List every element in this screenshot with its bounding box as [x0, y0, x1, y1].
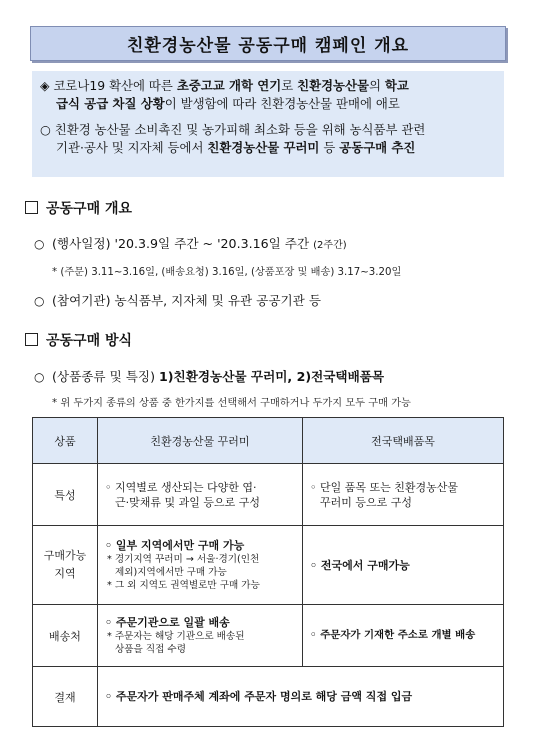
cell-subline: * 그 외 지역도 권역별로만 구매 가능	[107, 580, 260, 591]
cell-subline: * 주문자는 해당 기관으로 배송된	[107, 631, 245, 642]
table-row	[33, 605, 504, 667]
circle-bullet-icon: ○	[34, 370, 45, 384]
list-subitem	[52, 263, 401, 278]
page-title: 친환경농산물 공동구매 캠페인 개요	[30, 26, 506, 61]
table-cell-span	[98, 667, 504, 727]
row-label	[33, 526, 98, 605]
table-header-cell: 상품	[33, 418, 98, 464]
summary-text: 등	[319, 140, 340, 155]
table-cell	[303, 526, 504, 605]
summary-bold: 학교	[384, 78, 409, 93]
summary-text: ◈ 코로나19 확산에 따른	[40, 78, 177, 93]
summary-bold: 친환경농산물	[297, 78, 369, 93]
subitem-text: 위 두가지 종류의 상품 중 한가지를 선택해서 구매하거나 두가지 모두 구매 가능	[60, 398, 411, 409]
cell-line: ◦ 단일 품목 또는 친환경농산물	[310, 480, 458, 494]
section-heading-method	[25, 330, 132, 350]
cell-subline: * 경기지역 꾸러미 → 서울·경기(인천	[107, 554, 260, 565]
item-text: (상품종류 및 특징)	[52, 369, 160, 384]
cell-content: ◦ 전국에서 구매가능	[310, 558, 410, 572]
cell-line: ◦ 주문기관으로 일괄 배송	[105, 616, 230, 629]
table-cell	[303, 605, 504, 667]
table-row	[33, 526, 504, 605]
list-item	[34, 233, 347, 252]
cell-content: ◦ 주문자가 판매주체 계좌에 주문자 명의로 해당 금액 직접 입금	[105, 690, 413, 703]
comparison-table	[32, 417, 504, 727]
row-label-line: 구매가능	[43, 549, 87, 562]
row-label-line: 지역	[54, 567, 76, 580]
table-cell	[98, 526, 303, 605]
summary-bold: 초중고교 개학 연기	[176, 78, 282, 93]
table-cell	[303, 464, 504, 526]
table-row	[33, 667, 504, 727]
cell-content	[99, 536, 301, 594]
checkbox-square-icon	[25, 201, 38, 214]
cell-subline: 상품을 직접 수령	[115, 644, 186, 655]
cell-content	[99, 613, 301, 658]
cell-line: ◦ 일부 지역에서만 구매 가능	[105, 539, 245, 552]
cell-line: 꾸러미 등으로 구성	[320, 495, 413, 509]
section-heading-overview	[25, 198, 132, 218]
item-text: (참여기관) 농식품부, 지자체 및 유관 공공기관 등	[52, 293, 322, 308]
cell-content	[304, 478, 502, 512]
summary-line-2	[40, 95, 498, 113]
list-subitem	[52, 394, 411, 409]
summary-box	[32, 71, 504, 177]
row-label: 특성	[33, 464, 98, 526]
row-label: 배송처	[33, 605, 98, 667]
circle-bullet-icon: ○	[34, 294, 45, 308]
summary-text: 기관·공사 및 지자체 등에서	[56, 140, 208, 155]
table-header-cell: 전국택배품목	[303, 418, 504, 464]
checkbox-square-icon	[25, 333, 38, 346]
item-small-text: (2주간)	[313, 240, 347, 251]
cell-content: ◦ 주문자가 기재한 주소로 개별 배송	[310, 629, 476, 641]
section-heading-text: 공동구매 방식	[46, 333, 133, 349]
summary-line-1	[40, 77, 498, 95]
summary-text: 로	[281, 78, 298, 93]
summary-line-4	[40, 139, 498, 157]
summary-bold: 급식 공급 차질 상황	[56, 96, 165, 111]
list-item	[34, 366, 384, 385]
table-header-row	[33, 418, 504, 464]
summary-bold: 친환경농산물 꾸러미	[207, 140, 320, 155]
summary-text: 이 발생함에 따라 친환경농산물 판매에 애로	[164, 96, 400, 111]
list-item	[34, 290, 321, 309]
row-label: 결재	[33, 667, 98, 727]
summary-bold: 공동구매 추진	[339, 140, 416, 155]
table-header-cell: 친환경농산물 꾸러미	[98, 418, 303, 464]
subitem-text: (주문) 3.11~3.16일, (배송요청) 3.16일, (상품포장 및 배송) 3.17~3.20일	[60, 267, 402, 278]
cell-line: ◦ 지역별로 생산되는 다양한 엽·	[105, 480, 257, 494]
item-text: (행사일정) '20.3.9일 주간 ~ '20.3.16일 주간	[52, 236, 310, 251]
item-bold-text: 1)친환경농산물 꾸러미, 2)전국택배품목	[159, 369, 385, 384]
cell-line: 근·맞채류 및 과일 등으로 구성	[115, 495, 260, 509]
table-row	[33, 464, 504, 526]
section-heading-text: 공동구매 개요	[46, 201, 133, 217]
asterisk-icon: *	[52, 398, 61, 409]
asterisk-icon: *	[52, 267, 61, 278]
table-cell	[98, 464, 303, 526]
circle-bullet-icon: ○	[34, 237, 45, 251]
cell-content	[99, 478, 301, 512]
summary-text: 의	[368, 78, 385, 93]
table-cell	[98, 605, 303, 667]
summary-line-3: ○ 친환경 농산물 소비촉진 및 농가피해 최소화 등을 위해 농식품부 관련	[40, 122, 426, 137]
cell-subline: 제외)지역에서만 구매 가능	[115, 567, 227, 578]
